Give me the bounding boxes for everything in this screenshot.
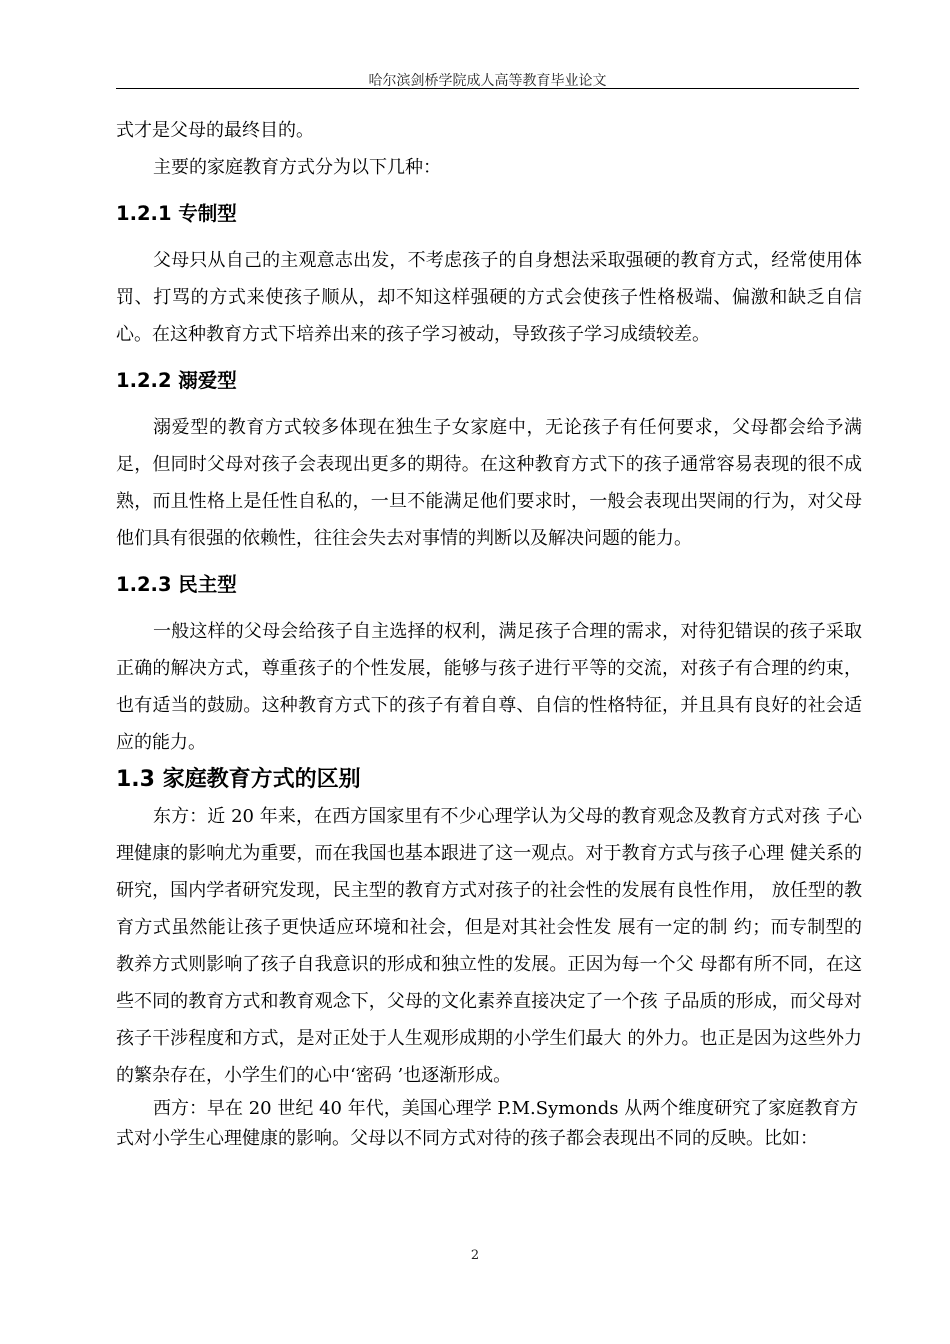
paragraph-democratic: 一般这样的父母会给孩子自主选择的权利，满足孩子合理的需求，对待犯错误的孩子采取正确的解决方式，尊重孩子的个性发展，能够与孩子进行平等的交流，对孩子有合理的约束，也有适当的鼓励。这种教育方式下的孩子有着自尊、自信的性格特征，并且具有良好的社会适应的能力。: [116, 621, 862, 753]
page-number: 2: [470, 1248, 480, 1263]
paragraph-authoritarian: 父母只从自己的主观意志出发，不考虑孩子的自身想法采取强硬的教育方式，经常使用体罚、打骂的方式来使孩子顺从，却不知这样强硬的方式会使孩子性格极端、偏激和缺乏自信心。在这种教育方式下培养出来的孩子学习被动，导致孩子学习成绩较差。: [116, 250, 862, 345]
paragraph-types-intro: 主要的家庭教育方式分为以下几种：: [153, 157, 441, 178]
paragraph-west: [116, 1098, 862, 1157]
heading-1-2-2: 1.2.2 溺爱型: [116, 369, 237, 392]
running-header: 哈尔滨剑桥学院成人高等教育毕业论文: [368, 73, 607, 89]
heading-1-2-1: 1.2.1 专制型: [116, 202, 237, 225]
paragraph-indulgent: 溺爱型的教育方式较多体现在独生子女家庭中，无论孩子有任何要求，父母都会给予满足，但同时父母对孩子会表现出更多的期待。在这种教育方式下的孩子通常容易表现的很不成熟，而且性格上是任性自私的，一旦不能满足他们要求时，一般会表现出哭闹的行为，对父母他们具有很强的依赖性，往往会失去对事情的判断以及解决问题的能力。: [116, 417, 862, 549]
paragraph-continuation: 式才是父母的最终目的。: [116, 120, 314, 141]
paragraph-west-line1: 西方：早在 20 世纪 40 年代，美国心理学 P.M.Symonds 从两个维度研究了家庭教育方: [153, 1098, 859, 1119]
document-body: [116, 112, 862, 1157]
header-divider: [116, 88, 859, 89]
heading-1-3: 1.3 家庭教育方式的区别: [116, 767, 361, 792]
paragraph-east: 东方：近 20 年来，在西方国家里有不少心理学认为父母的教育观念及教育方式对孩 子心理健康的影响尤为重要，而在我国也基本跟进了这一观点。对于教育方式与孩子心理 健关系的研究，国内学者研究发现，民主型的教育方式对孩子的社会性的发展有良性作用， 放任型的教育方式虽然能让孩子更快适应环境和社会，但是对其社会性发 展有一定的制 约；而专制型的教养方式则影响了孩子自我意识的形成和独立性的发展。正因为每一个父 母都有所不同，在这些不同的教育方式和教育观念下，父母的文化素养直接决定了一个孩 子品质的形成，而父母对孩子干涉程度和方式，是对正处于人生观形成期的小学生们最大 的外力。也正是因为这些外力的繁杂存在，小学生们的心中‘密码 ’也逐渐形成。: [116, 806, 862, 1086]
paragraph-west-line2: 式对小学生心理健康的影响。父母以不同方式对待的孩子都会表现出不同的反映。比如：: [116, 1128, 818, 1149]
heading-1-2-3: 1.2.3 民主型: [116, 573, 237, 596]
